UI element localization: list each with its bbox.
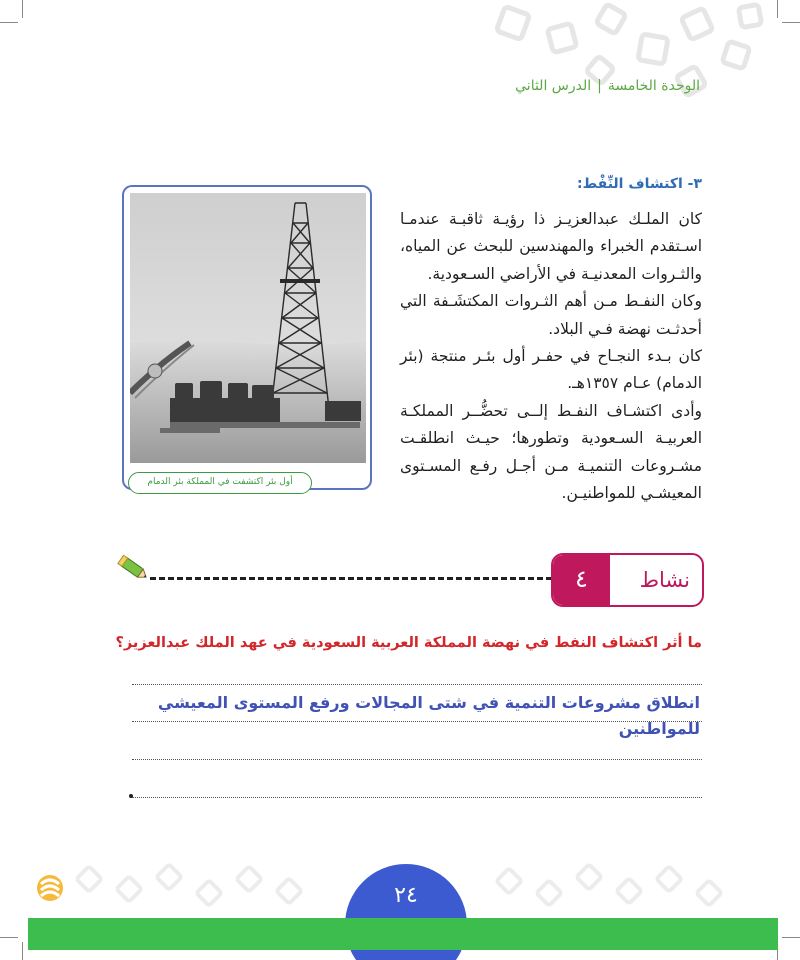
handwritten-answer[interactable]: انطلاق مشروعات التنمية في شتى المجالات ورفع المستوى المعيشي للمواطنين <box>157 693 700 738</box>
pencil-icon <box>116 552 150 584</box>
crop-mark <box>782 22 800 23</box>
activity-question: ما أثر اكتشاف النفط في نهضة المملكة العربية السعودية في عهد الملك عبدالعزيز؟ <box>115 635 702 651</box>
publisher-logo-icon <box>34 866 66 906</box>
activity-number: ٤ <box>553 555 610 605</box>
section-title: ٣- اكتشاف النِّفْط: <box>577 176 702 192</box>
crop-mark <box>0 937 18 938</box>
answer-line <box>132 797 702 798</box>
footer-bar <box>28 918 778 950</box>
activity-label: نشاط <box>639 568 690 592</box>
answer-line <box>132 759 702 760</box>
body-paragraph: وكان النفـط مـن أهم الثـروات المكتشَـفة التي أحدثـت نهضة فـي البلاد. <box>400 292 702 338</box>
lesson-title: الدرس الثاني <box>515 78 592 94</box>
oil-well-photo-frame <box>122 185 372 490</box>
crop-mark <box>782 937 800 938</box>
activity-divider <box>150 577 552 580</box>
body-paragraph: كان الملـك عبدالعزيـز ذا رؤيـة ثاقبـة عندمـا اسـتقدم الخبراء والمهندسين للبحث عن المياه، والثـروات المعدنيـة في الأراضي السـعودية. <box>400 210 702 283</box>
answer-line <box>132 684 702 685</box>
activity-badge <box>551 553 704 607</box>
crop-mark <box>22 0 23 18</box>
body-paragraph: وأدى اكتشـاف النفـط إلــى تحضُّــر المملكـة العربيـة السـعودية وتطورها؛ حيـث انطلقـت مشـروعات التنميـة مـن أجـل رفـع المسـتوى المعيشـي للمواطنيـن. <box>400 401 702 503</box>
crop-mark <box>22 942 23 960</box>
crop-mark <box>0 22 18 23</box>
line-bullet <box>129 794 133 798</box>
page-number: ٢٤ <box>394 883 418 908</box>
unit-title: الوحدة الخامسة <box>607 78 700 94</box>
unit-lesson-header <box>515 78 700 94</box>
header-separator: | <box>597 78 602 94</box>
oil-well-photo <box>130 193 366 463</box>
body-paragraph: كان بـدء النجـاح في حفـر أول بئـر منتجة (بئر الدمام) عـام ١٣٥٧هـ. <box>400 347 702 393</box>
section-body <box>400 206 702 507</box>
photo-caption: أول بئر اكتشفت في المملكة بئر الدمام <box>128 472 312 494</box>
